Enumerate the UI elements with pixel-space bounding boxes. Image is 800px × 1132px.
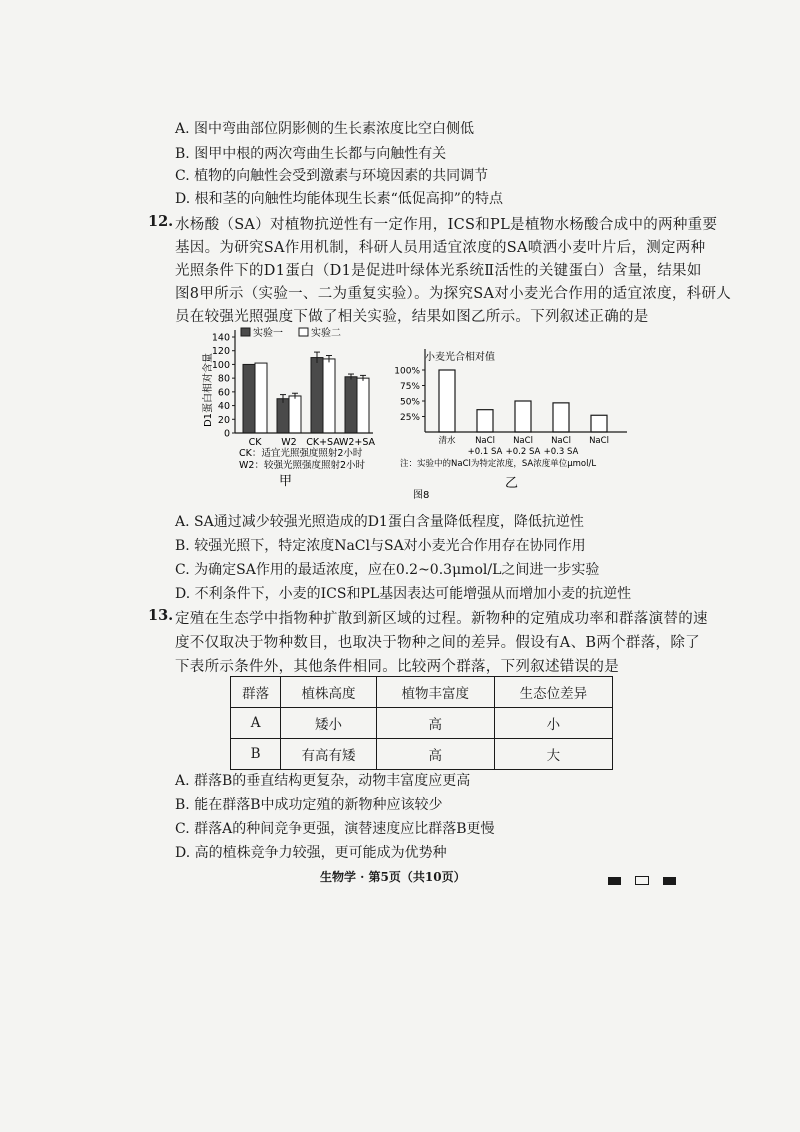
filled-square-icon: [663, 877, 676, 885]
bar: [553, 403, 569, 432]
bar: [345, 377, 357, 433]
y-tick-label: 140: [211, 332, 230, 344]
prev-option-c: C. 植物的向触性会受到激素与环境因素的共同调节: [175, 168, 489, 184]
legend-swatch-series-2: [299, 328, 308, 336]
q13-option-a: A. 群落B的垂直结构更复杂，动物丰富度应更高: [175, 773, 471, 789]
bar: [255, 363, 267, 433]
x-tick-label: NaCl: [551, 436, 571, 446]
q12-option-b: B. 较强光照下，特定浓度NaCl与SA对小麦光合作用存在协同作用: [175, 538, 586, 554]
question-12-line: 基因。为研究SA作用机制，科研人员用适宜浓度的SA喷洒小麦叶片后，测定两种: [175, 240, 706, 256]
x-tick-label: CK: [248, 437, 262, 448]
community-table: [230, 676, 613, 770]
y-tick-label: 80: [217, 373, 230, 385]
q13-option-c: C. 群落A的种间竞争更强，演替速度应比群落B更慢: [175, 821, 495, 837]
x-tick-label: +0.1 SA: [467, 447, 503, 457]
bar: [311, 358, 323, 433]
chart-yi: [394, 349, 627, 491]
prev-option-b: B. 图甲中根的两次弯曲生长都与向触性有关: [175, 146, 447, 162]
y-tick-label: 75%: [399, 382, 420, 392]
x-tick-label: W2: [281, 437, 297, 448]
bar: [591, 415, 607, 432]
chart-jia-note-ck: CK：适宜光照强度照射2小时: [239, 448, 363, 459]
table-cell: 矮小: [281, 708, 377, 739]
chart-jia-ylabel: D1蛋白相对含量: [203, 352, 214, 428]
figure-caption: 图8: [413, 490, 430, 501]
bar: [477, 410, 493, 432]
x-tick-label: W2+SA: [338, 437, 376, 448]
y-tick-label: 0: [223, 428, 230, 440]
chart-yi-ylabel: 小麦光合相对值: [425, 352, 495, 363]
prev-option-d: D. 根和茎的向触性均能体现生长素“低促高抑”的特点: [175, 191, 503, 207]
x-tick-label: NaCl: [513, 436, 533, 446]
y-tick-label: 60: [217, 387, 230, 399]
table-cell: 高: [376, 708, 494, 739]
table-row: [231, 739, 613, 770]
table-cell: 大: [494, 739, 612, 770]
page-marks: [608, 870, 690, 889]
table-cell: A: [231, 708, 281, 739]
q12-option-d: D. 不利条件下，小麦的ICS和PL基因表达可能增强从而增加小麦的抗逆性: [175, 586, 632, 602]
legend-label-series-1: 实验一: [253, 328, 283, 339]
bar: [289, 396, 301, 433]
bar: [277, 399, 289, 433]
y-tick-label: 100%: [394, 366, 420, 377]
bar: [323, 359, 335, 433]
y-tick-label: 50%: [399, 397, 420, 408]
x-tick-label: NaCl: [589, 436, 609, 446]
table-cell: 高: [376, 739, 494, 770]
q12-option-a: A. SA通过减少较强光照造成的D1蛋白含量降低程度，降低抗逆性: [175, 514, 584, 530]
chart-jia-note-w2: W2：较强光照强度照射2小时: [239, 460, 365, 471]
chart-jia: [201, 326, 376, 489]
page-footer: 生物学 · 第5页（共10页）: [320, 870, 466, 884]
q12-option-c: C. 为确定SA作用的最适浓度，应在0.2~0.3μmol/L之间进一步实验: [175, 562, 600, 578]
table-header: 植株高度: [281, 677, 377, 708]
bar: [439, 370, 455, 432]
x-tick-label: NaCl: [475, 436, 495, 446]
y-tick-label: 100: [211, 359, 230, 371]
question-12-line: 图8甲所示（实验一、二为重复实验）。为探究SA对小麦光合作用的适宜浓度，科研人: [175, 286, 732, 302]
y-tick-label: 120: [211, 346, 230, 358]
q13-option-b: B. 能在群落B中成功定殖的新物种应该较少: [175, 797, 443, 813]
table-header: 群落: [231, 677, 281, 708]
empty-square-icon: [635, 876, 649, 885]
y-tick-label: 25%: [399, 413, 420, 423]
table-cell: 有高有矮: [281, 739, 377, 770]
x-tick-label: 清水: [438, 436, 456, 446]
question-13-line: 下表所示条件外，其他条件相同。比较两个群落，下列叙述错误的是: [175, 659, 619, 675]
table-header: 植物丰富度: [376, 677, 494, 708]
table-header: 生态位差异: [494, 677, 612, 708]
prev-option-a: A. 图中弯曲部位阴影侧的生长素浓度比空白侧低: [175, 121, 475, 137]
chart-yi-note: 注：实验中的NaCl为特定浓度，SA浓度单位μmol/L: [400, 459, 597, 469]
table-cell: B: [231, 739, 281, 770]
bar: [243, 364, 255, 433]
legend-label-series-2: 实验二: [311, 328, 341, 339]
question-12-line: 水杨酸（SA）对植物抗逆性有一定作用，ICS和PL是植物水杨酸合成中的两种重要: [175, 217, 718, 233]
q13-option-d: D. 高的植株竞争力较强，更可能成为优势种: [175, 845, 447, 861]
chart-jia-panel-label: 甲: [279, 474, 293, 489]
table-cell: 小: [494, 708, 612, 739]
x-tick-label: +0.2 SA: [505, 447, 541, 457]
question-12-line: 员在较强光照强度下做了相关实验，结果如图乙所示。下列叙述正确的是: [175, 309, 649, 325]
x-tick-label: +0.3 SA: [543, 447, 579, 457]
table-row: [231, 708, 613, 739]
question-12-number: 12.: [148, 213, 174, 230]
question-13-line: 度不仅取决于物种数目，也取决于物种之间的差异。假设有A、B两个群落，除了: [175, 635, 700, 651]
filled-square-icon: [608, 877, 621, 885]
table-header-row: [231, 677, 613, 708]
question-13-number: 13.: [148, 607, 174, 624]
question-12-line: 光照条件下的D1蛋白（D1是促进叶绿体光系统Ⅱ活性的关键蛋白）含量，结果如: [175, 263, 702, 279]
y-tick-label: 40: [217, 401, 230, 413]
x-tick-label: CK+SA: [306, 437, 340, 448]
legend-swatch-series-1: [241, 328, 250, 336]
bar: [515, 401, 531, 432]
question-13-line: 定殖在生态学中指物种扩散到新区域的过程。新物种的定殖成功率和群落演替的速: [175, 611, 708, 627]
figure-8: [195, 322, 655, 507]
y-tick-label: 20: [217, 414, 230, 426]
chart-yi-panel-label: 乙: [505, 476, 519, 491]
bar: [357, 378, 369, 433]
